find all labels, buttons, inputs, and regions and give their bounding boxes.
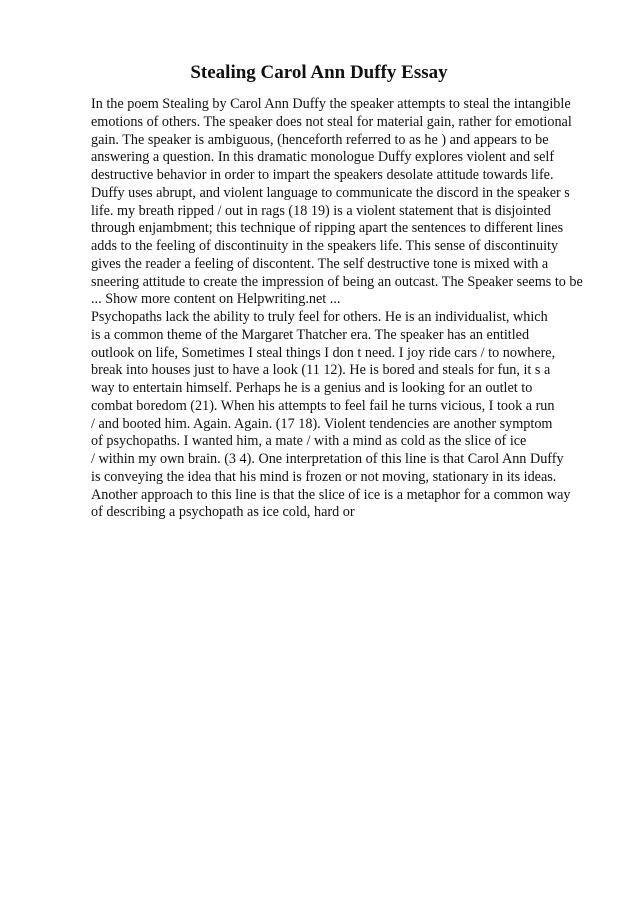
document-title: Stealing Carol Ann Duffy Essay — [190, 62, 448, 83]
body-line: answering a question. In this dramatic monologue Duffy explores violent and self — [91, 149, 555, 166]
body-line: of describing a psychopath as ice cold, hard or — [91, 504, 355, 521]
body-line: through enjambment; this technique of ripping apart the sentences to different lines — [91, 220, 564, 237]
document-body — [91, 96, 631, 522]
body-line: gives the reader a feeling of discontent. The self destructive tone is mixed with a — [91, 255, 549, 272]
body-line: is conveying the idea that his mind is frozen or not moving, stationary in its ideas. — [91, 468, 557, 485]
body-line: emotions of others. The speaker does not steal for material gain, rather for emotional — [91, 113, 572, 130]
body-line: / and booted him. Again. Again. (17 18). Violent tendencies are another symptom — [91, 415, 553, 432]
body-line: way to entertain himself. Perhaps he is a genius and is looking for an outlet to — [91, 380, 533, 396]
body-line: of psychopaths. I wanted him, a mate / with a mind as cold as the slice of ice — [91, 433, 527, 450]
body-line: sneering attitude to create the impression of being an outcast. The Speaker seems to be — [91, 273, 583, 290]
body-line: Psychopaths lack the ability to truly feel for others. He is an individualist, which — [91, 309, 548, 325]
body-line: is a common theme of the Margaret Thatcher era. The speaker has an entitled — [91, 326, 530, 343]
body-line: life. my breath ripped / out in rags (18 19) is a violent statement that is disjointed — [91, 202, 551, 219]
show-more-content-line: ... Show more content on Helpwriting.net ... — [91, 291, 341, 308]
body-line: Duffy uses abrupt, and violent language to communicate the discord in the speaker s — [91, 184, 570, 201]
body-line: / within my own brain. (3 4). One interpretation of this line is that Carol Ann Duffy — [91, 451, 564, 467]
body-line: In the poem Stealing by Carol Ann Duffy the speaker attempts to steal the intangible — [91, 96, 571, 112]
body-line: break into houses just to have a look (11 12). He is bored and steals for fun, it s a — [91, 362, 551, 379]
body-line: destructive behavior in order to impart the speakers desolate attitude towards life. — [91, 167, 554, 183]
body-line: gain. The speaker is ambiguous, (henceforth referred to as he ) and appears to be — [91, 131, 549, 148]
body-line: adds to the feeling of discontinuity in the speakers life. This sense of discontinuity — [91, 238, 559, 254]
body-line: combat boredom (21). When his attempts to feel fail he turns vicious, I took a run — [91, 397, 555, 414]
body-line: Another approach to this line is that the slice of ice is a metaphor for a common way — [91, 486, 571, 503]
body-line: outlook on life, Sometimes I steal things I don t need. I joy ride cars / to nowhere, — [91, 344, 556, 361]
